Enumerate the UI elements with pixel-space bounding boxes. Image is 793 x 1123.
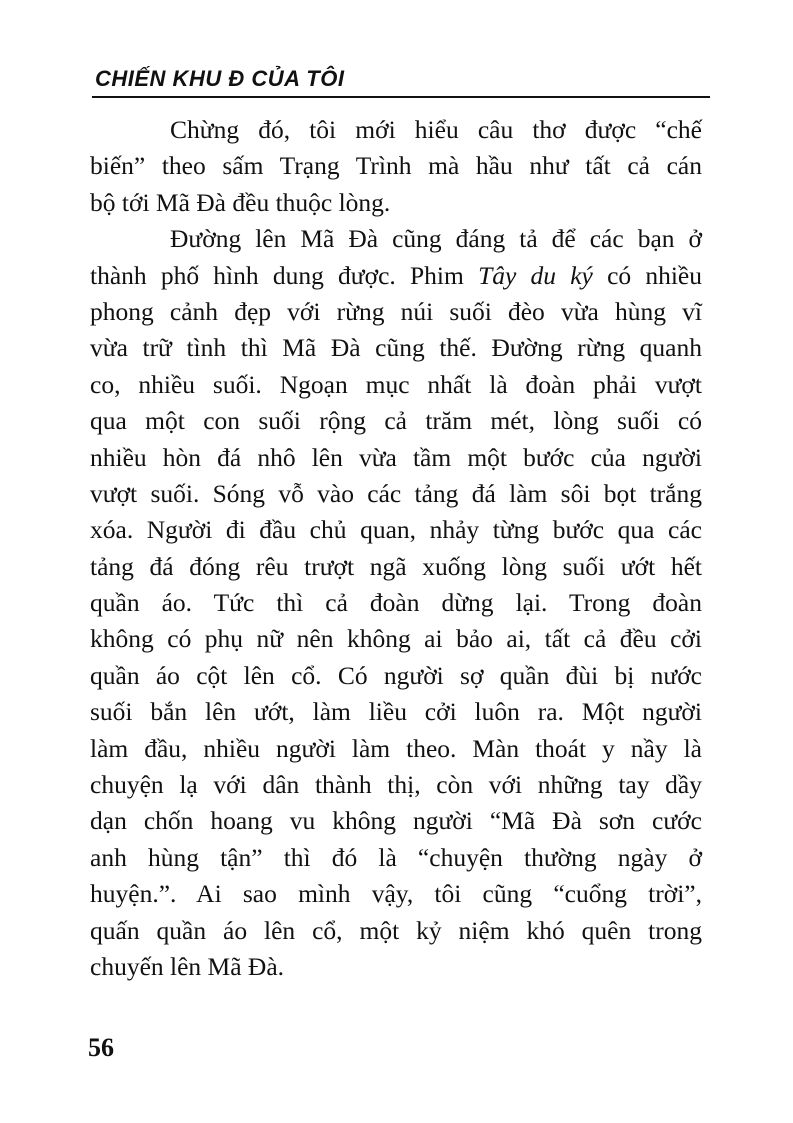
- text-line: phong cảnh đẹp với rừng núi suối đèo vừa hùng vĩ: [90, 296, 702, 326]
- text-segment: thành phố hình dung được. Phim: [90, 260, 479, 290]
- body-text: [90, 112, 702, 985]
- text-line: qua một con suối rộng cả trăm mét, lòng suối có: [90, 406, 702, 436]
- text-line: tảng đá đóng rêu trượt ngã xuống lòng suối ướt hết: [90, 551, 702, 581]
- text-line: quần áo. Tức thì cả đoàn dừng lại. Trong đoàn: [90, 588, 702, 618]
- film-title: Tây du ký: [478, 260, 593, 290]
- text-line: co, nhiều suối. Ngoạn mục nhất là đoàn phải vượt: [90, 369, 702, 399]
- page-number: 56: [88, 1033, 114, 1062]
- text-line: [90, 258, 702, 294]
- text-line: quấn quần áo lên cổ, một kỷ niệm khó quên trong: [90, 915, 702, 945]
- text-line: xóa. Người đi đầu chủ quan, nhảy từng bước qua các: [90, 515, 702, 545]
- text-line: Đường lên Mã Đà cũng đáng tả để các bạn ở: [170, 224, 702, 254]
- text-line: quần áo cột lên cổ. Có người sợ quần đùi bị nước: [90, 660, 702, 690]
- text-line: anh hùng tận” thì đó là “chuyện thường ngày ở: [90, 842, 702, 872]
- text-line: làm đầu, nhiều người làm theo. Màn thoát y nầy là: [90, 733, 702, 763]
- text-line: nhiều hòn đá nhô lên vừa tầm một bước của người: [90, 442, 702, 472]
- text-line: chuyến lên Mã Đà.: [90, 951, 285, 981]
- text-line: Chừng đó, tôi mới hiểu câu thơ được “chế: [170, 115, 702, 144]
- text-segment: có nhiều: [592, 260, 702, 290]
- text-line: dạn chốn hoang vu không người “Mã Đà sơn cước: [90, 806, 702, 836]
- running-header: CHIẾN KHU Đ CỦA TÔI: [95, 66, 345, 91]
- text-line: huyện.”. Ai sao mình vậy, tôi cũng “cuổng trời”,: [90, 879, 702, 909]
- text-line: không có phụ nữ nên không ai bảo ai, tất cả đều cởi: [90, 624, 702, 654]
- text-line: chuyện lạ với dân thành thị, còn với những tay dầy: [90, 770, 702, 800]
- text-line: biến” theo sấm Trạng Trình mà hầu như tất cả cán: [90, 151, 702, 181]
- header-rule: [92, 96, 710, 98]
- text-line: vừa trữ tình thì Mã Đà cũng thế. Đường rừng quanh: [90, 333, 702, 363]
- text-line: suối bắn lên ướt, làm liều cởi luôn ra. Một người: [90, 697, 702, 727]
- text-line: bộ tới Mã Đà đều thuộc lòng.: [90, 187, 391, 217]
- text-line: vượt suối. Sóng vỗ vào các tảng đá làm sôi bọt trắng: [90, 478, 702, 508]
